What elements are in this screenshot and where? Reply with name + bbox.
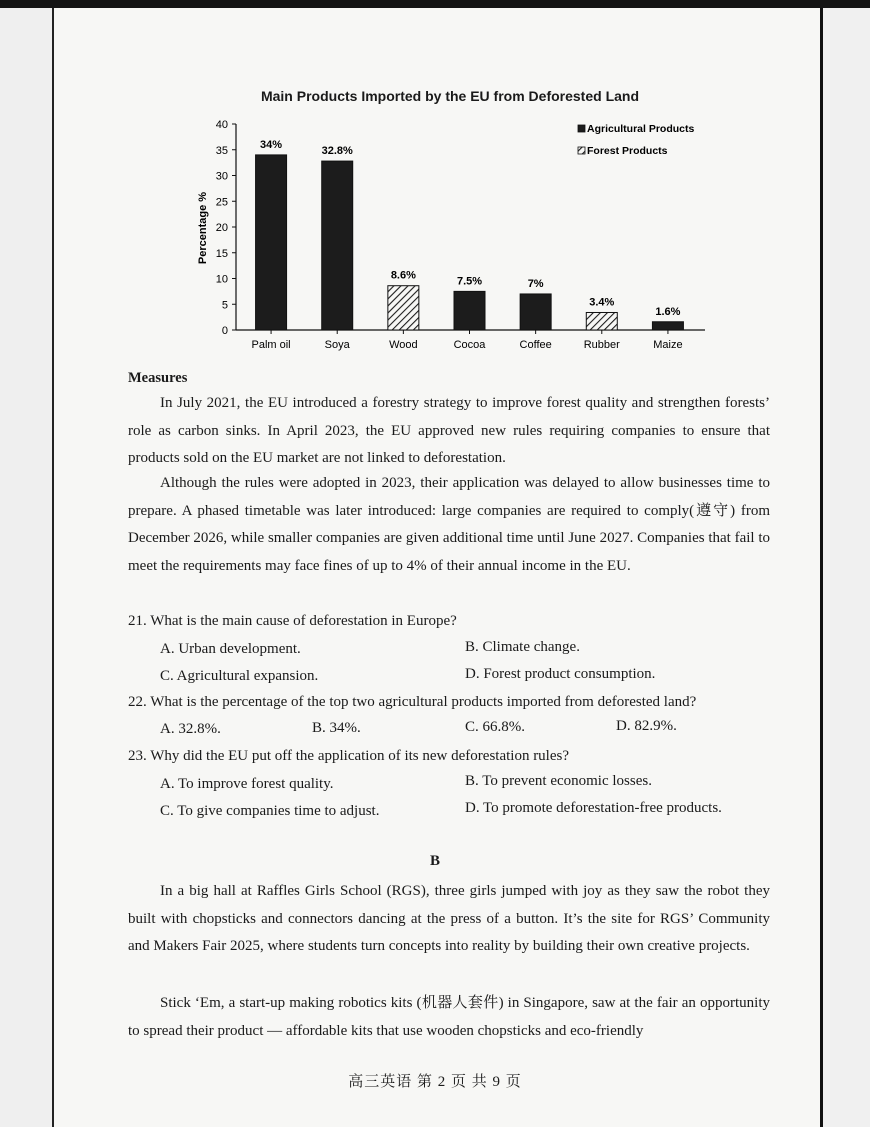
legend-swatch-agricultural xyxy=(578,125,585,132)
paragraph-1 xyxy=(128,390,770,473)
y-tick-label: 20 xyxy=(215,222,228,234)
x-tick-label: Soya xyxy=(324,339,350,351)
q22-option-d: D. 82.9%. xyxy=(616,718,677,734)
legend-label-forest: Forest Products xyxy=(587,145,668,157)
q21-option-d: D. Forest product consumption. xyxy=(465,666,656,682)
q21-option-b: B. Climate change. xyxy=(465,639,580,655)
y-axis-label: Percentage % xyxy=(197,191,209,265)
q22-option-a: A. 32.8%. xyxy=(160,721,221,737)
legend-label-agricultural: Agricultural Products xyxy=(587,123,695,135)
y-tick-label: 35 xyxy=(215,144,228,157)
x-tick-label: Wood xyxy=(389,339,418,351)
x-tick-label: Cocoa xyxy=(453,339,486,351)
bar-rubber xyxy=(586,312,617,330)
bar-coffee xyxy=(520,294,551,330)
paragraph-1-text: In July 2021, the EU introduced a forestry strategy to improve forest quality and strengthen forests’ role as carbon sinks. In April 2023, the EU approved new rules requiring companies to ensure that products sold on the EU market are not linked to deforestation. xyxy=(128,395,770,466)
bar-cocoa xyxy=(454,291,485,330)
q23-option-b: B. To prevent economic losses. xyxy=(465,773,652,789)
chart-legend xyxy=(578,123,695,157)
y-tick-label: 15 xyxy=(215,247,228,260)
bar-soya xyxy=(322,161,353,330)
q22-option-c: C. 66.8%. xyxy=(465,719,525,735)
legend-swatch-forest xyxy=(578,147,585,154)
bar-palm-oil xyxy=(256,155,287,330)
bar-data-label: 3.4% xyxy=(589,296,615,309)
q23-option-a: A. To improve forest quality. xyxy=(160,776,334,792)
q23-option-d: D. To promote deforestation-free products. xyxy=(465,800,722,816)
bar-data-label: 7% xyxy=(527,277,544,290)
scan-right-margin xyxy=(818,0,870,1127)
y-tick-label: 25 xyxy=(215,196,228,209)
q21-option-a: A. Urban development. xyxy=(160,641,301,657)
paragraph-4 xyxy=(128,990,770,1045)
q22-option-b: B. 34%. xyxy=(312,720,361,736)
scan-left-margin xyxy=(0,0,52,1127)
x-tick-label: Maize xyxy=(653,339,683,351)
bar-data-label: 8.6% xyxy=(390,269,416,282)
section-b-heading: B xyxy=(429,853,440,869)
y-tick-label: 0 xyxy=(221,325,228,337)
bar-chart xyxy=(180,110,720,360)
paragraph-2-text: Although the rules were adopted in 2023, their application was delayed to allow businesses time to prepare. A phased timetable was later introduced: large companies are required to comply(遵守) from December 2026, while smaller companies are given additional time until June 2027. Companies that fail to meet the requirements may face fines of up to 4% of their annual income in the EU. xyxy=(128,475,770,574)
section-heading-measures: Measures xyxy=(128,370,188,386)
question-23: 23. Why did the EU put off the application of its new deforestation rules? xyxy=(128,748,570,764)
y-tick-label: 30 xyxy=(215,170,228,183)
q23-option-c: C. To give companies time to adjust. xyxy=(160,803,380,819)
y-tick-label: 5 xyxy=(221,299,228,312)
y-tick-label: 40 xyxy=(215,119,228,131)
x-tick-label: Rubber xyxy=(583,339,620,351)
question-21: 21. What is the main cause of deforestation in Europe? xyxy=(128,613,457,629)
bar-data-label: 34% xyxy=(260,138,283,151)
x-tick-label: Palm oil xyxy=(251,339,291,351)
question-22: 22. What is the percentage of the top two agricultural products imported from deforested land? xyxy=(128,694,697,710)
bar-wood xyxy=(388,286,419,330)
bar-maize xyxy=(652,322,683,330)
paragraph-3 xyxy=(128,878,770,961)
paragraph-3-text: In a big hall at Raffles Girls School (RGS), three girls jumped with joy as they saw the robot they built with chopsticks and connectors dancing at the press of a button. It’s the site for RGS’ Community and Makers Fair 2025, where students turn concepts into reality by building their own creative projects. xyxy=(128,883,770,954)
bar-data-label: 1.6% xyxy=(655,305,681,318)
page-footer: 高三英语 第 2 页 共 9 页 xyxy=(348,1074,522,1090)
scan-top-edge xyxy=(0,0,870,8)
y-tick-label: 10 xyxy=(215,273,228,286)
bar-data-label: 7.5% xyxy=(456,275,483,288)
x-tick-label: Coffee xyxy=(519,339,552,351)
bar-data-label: 32.8% xyxy=(321,145,353,158)
paragraph-4-text: Stick ‘Em, a start-up making robotics kits (机器人套件) in Singapore, saw at the fair an opportunity to spread their product — affordable kits that use wooden chopsticks and eco-friendly xyxy=(128,995,770,1039)
paragraph-2 xyxy=(128,470,770,580)
chart-title: Main Products Imported by the EU from Deforested Land xyxy=(260,88,640,104)
q21-option-c: C. Agricultural expansion. xyxy=(160,668,319,684)
chart-bars xyxy=(256,139,684,330)
